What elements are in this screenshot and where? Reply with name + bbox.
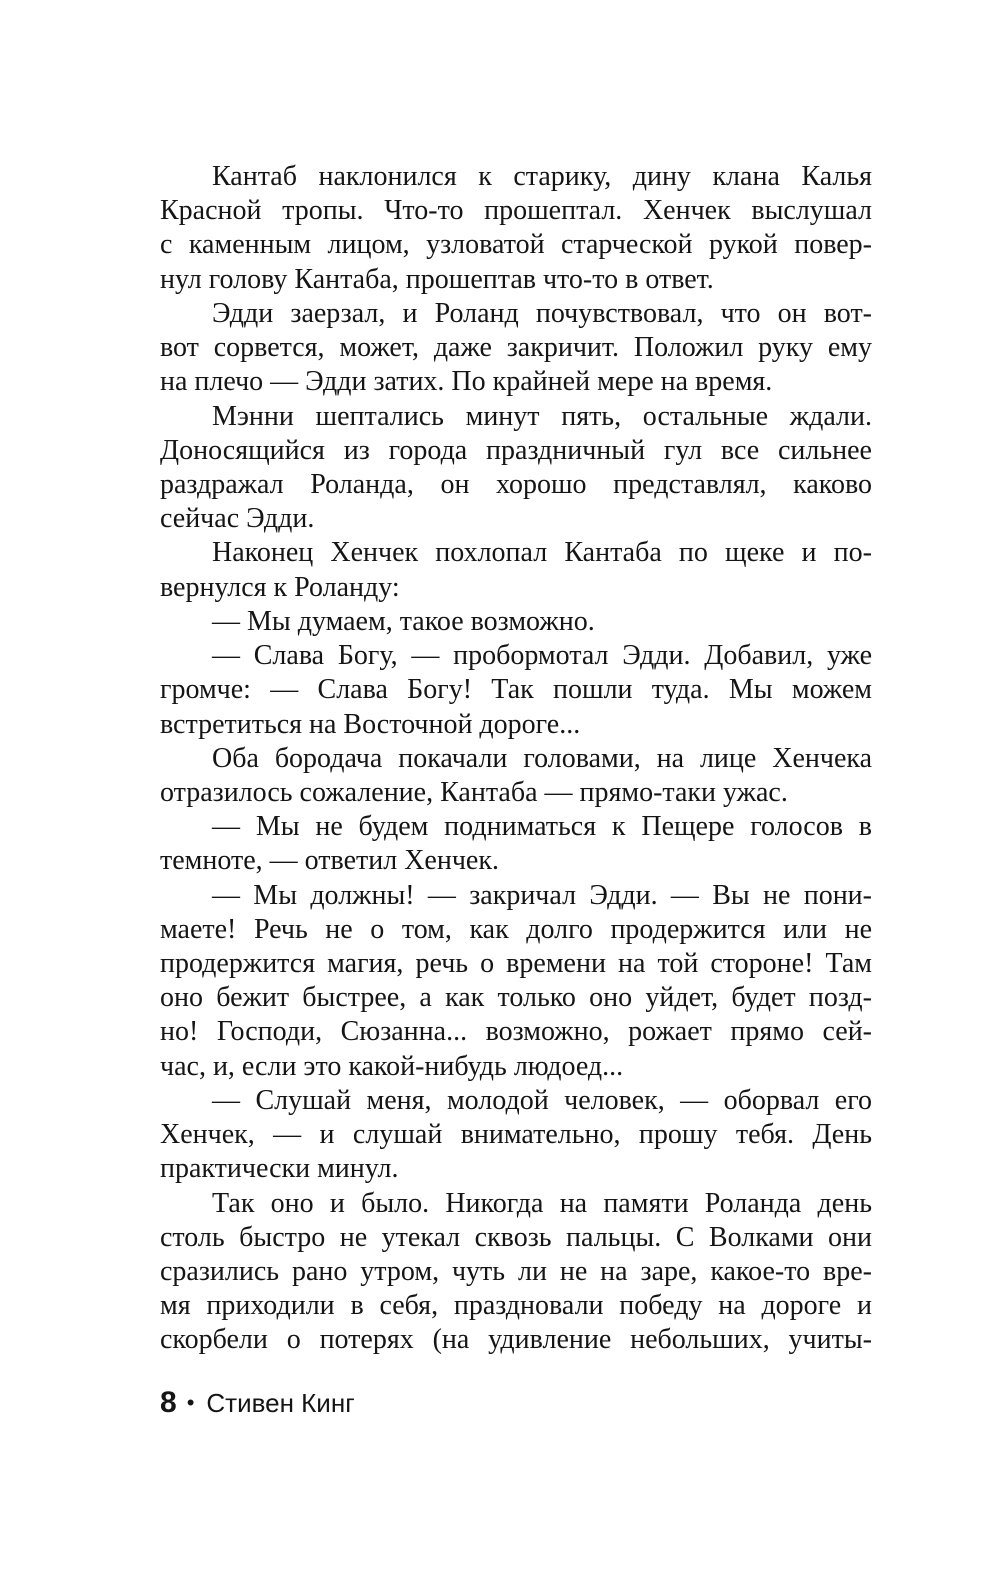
text-line: Оба бородача покачали головами, на лице Хенчека [212,742,872,774]
text-line: сейчас Эдди. [160,503,315,535]
text-line: вот сорвется, может, даже закричит. Положил руку ему [160,332,872,364]
text-line: но! Господи, Сюзанна... возможно, рожает прямо сей- [160,1016,872,1048]
text-line: Эдди заерзал, и Роланд почувствовал, что он вот- [212,297,872,329]
author-running-head: Стивен Кинг [206,1388,355,1418]
text-line: Кантаб наклонился к старику, дину клана Калья [212,161,872,192]
text-line: маете! Речь не о том, как долго продержится или не [160,913,872,945]
text-line: — Мы не будем подниматься к Пещере голосов в [212,811,872,843]
text-line: Так оно и было. Никогда на памяти Роланда день [212,1187,872,1219]
text-line: раздражал Роланда, он хорошо представлял, каково [160,468,872,500]
bullet-separator: • [186,1390,195,1415]
text-line: с каменным лицом, узловатой старческой рукой повер- [160,229,872,261]
text-line: Красной тропы. Что-то прошептал. Хенчек выслушал [160,195,872,227]
text-line: оно бежит быстрее, а как только оно уйдет, будет позд- [160,982,872,1014]
page-number: 8 [160,1386,177,1419]
text-line: скорбели о потерях (на удивление небольших, учиты- [160,1324,872,1356]
body-text [160,160,872,1358]
page-footer [160,1383,355,1423]
text-line: отразилось сожаление, Кантаба — прямо-таки ужас. [160,776,788,808]
text-line: на плечо — Эдди затих. По крайней мере на время. [160,366,773,398]
text-line: Доносящийся из города праздничный гул все сильнее [160,434,872,466]
text-line: практически минул. [160,1153,399,1185]
text-line: вернулся к Роланду: [160,571,400,603]
text-line: Хенчек, — и слушай внимательно, прошу тебя. День [160,1119,872,1151]
text-line: продержится магия, речь о времени на той стороне! Там [160,948,872,980]
text-line: — Слава Богу, — пробормотал Эдди. Добавил, уже [212,640,872,672]
text-line: — Мы должны! — закричал Эдди. — Вы не пони- [212,879,872,911]
text-line: — Слушай меня, молодой человек, — оборвал его [212,1084,872,1116]
text-line: час, и, если это какой-нибудь людоед... [160,1050,624,1082]
text-line: встретиться на Восточной дороге... [160,708,581,740]
text-line: столь быстро не утекал сквозь пальцы. С Волками они [160,1221,872,1253]
text-line: громче: — Слава Богу! Так пошли туда. Мы можем [160,674,872,706]
text-line: нул голову Кантаба, прошептав что-то в ответ. [160,263,714,295]
text-line: мя приходили в себя, праздновали победу на дороге и [160,1290,872,1322]
text-line: Мэнни шептались минут пять, остальные ждали. [212,400,872,432]
text-line: — Мы думаем, такое возможно. [212,605,595,637]
text-line: темноте, — ответил Хенчек. [160,845,499,877]
text-line: Наконец Хенчек похлопал Кантаба по щеке и по- [212,537,872,569]
text-line: сразились рано утром, чуть ли не на заре, какое-то вре- [160,1256,872,1287]
